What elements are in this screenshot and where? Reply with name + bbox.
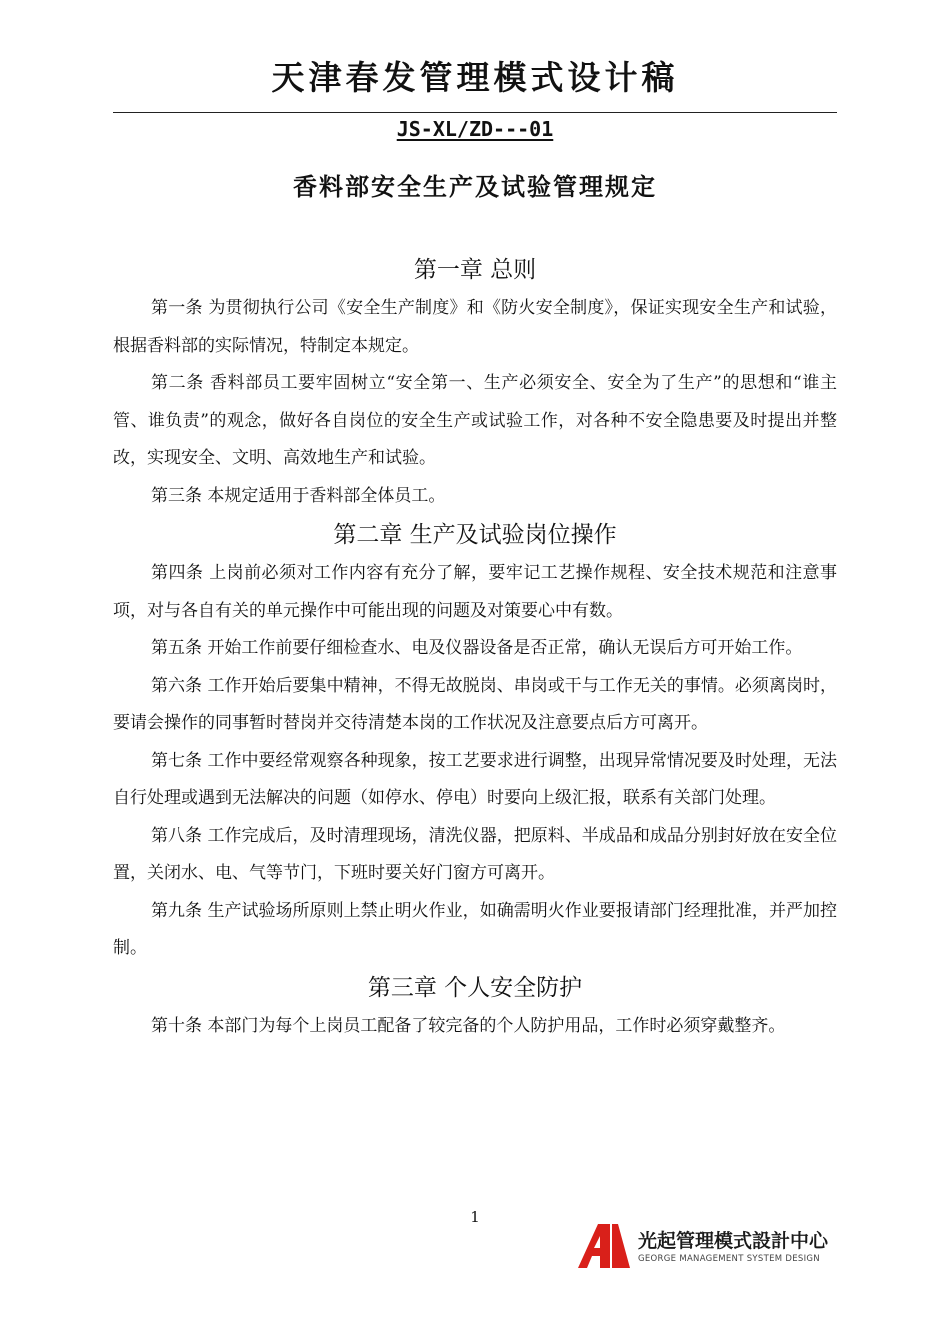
article: 第四条 上岗前必须对工作内容有充分了解，要牢记工艺操作规程、安全技术规范和注意事项，对与各自有关的单元操作中可能出现的问题及对策要心中有数。 <box>113 563 837 621</box>
chapter-3 <box>113 968 837 1046</box>
chapter-2 <box>113 515 837 968</box>
doc-code-text: JS-XL/ZD---01 <box>396 117 554 141</box>
chapter-title: 第一章 总则 <box>413 257 537 283</box>
header-title: 天津春发管理模式设计稿 <box>271 58 679 97</box>
header-rule <box>113 112 837 113</box>
logo-name: 光起管理模式設計中心 <box>638 1230 829 1252</box>
article: 第六条 工作开始后要集中精神，不得无故脱岗、串岗或干与工作无关的事情。必须离岗时，要请会操作的同事暂时替岗并交待清楚本岗的工作状况及注意要点后方可离开。 <box>113 675 837 733</box>
doc-title: 香料部安全生产及试验管理规定 <box>293 173 657 201</box>
document-body <box>113 250 837 1045</box>
chapter-title: 第三章 个人安全防护 <box>367 974 583 1001</box>
logo-subtitle: GEORGE MANAGEMENT SYSTEM DESIGN <box>638 1254 820 1264</box>
article: 第二条 香料部员工要牢固树立“安全第一、生产必须安全、安全为了生产”的思想和“谁主管、谁负责”的观念，做好各自岗位的安全生产或试验工作，对各种不安全隐患要及时提出并整改，实现安全、文明、高效地生产和试验。 <box>113 373 837 468</box>
article: 第三条 本规定适用于香料部全体员工。 <box>151 485 446 506</box>
logo-a-icon <box>572 1222 632 1270</box>
company-logo <box>572 1222 842 1272</box>
article: 第五条 开始工作前要仔细检查水、电及仪器设备是否正常，确认无误后方可开始工作。 <box>151 638 803 658</box>
article: 第十条 本部门为每个上岗员工配备了较完备的个人防护用品，工作时必须穿戴整齐。 <box>151 1015 786 1036</box>
article: 第一条 为贯彻执行公司《安全生产制度》和《防火安全制度》，保证实现安全生产和试验，根据香料部的实际情况，特制定本规定。 <box>113 298 837 356</box>
article: 第九条 生产试验场所原则上禁止明火作业，如确需明火作业要报请部门经理批准，并严加控制。 <box>113 900 837 958</box>
page-number: 1 <box>470 1208 480 1226</box>
doc-code <box>0 117 950 141</box>
chapter-1 <box>113 250 837 515</box>
chapter-title: 第二章 生产及试验岗位操作 <box>333 522 617 548</box>
article: 第七条 工作中要经常观察各种现象，按工艺要求进行调整，出现异常情况要及时处理，无法自行处理或遇到无法解决的问题（如停水、停电）时要向上级汇报，联系有关部门处理。 <box>113 750 837 808</box>
article: 第八条 工作完成后，及时清理现场，清洗仪器，把原料、半成品和成品分别封好放在安全位置，关闭水、电、气等节门，下班时要关好门窗方可离开。 <box>113 825 837 883</box>
